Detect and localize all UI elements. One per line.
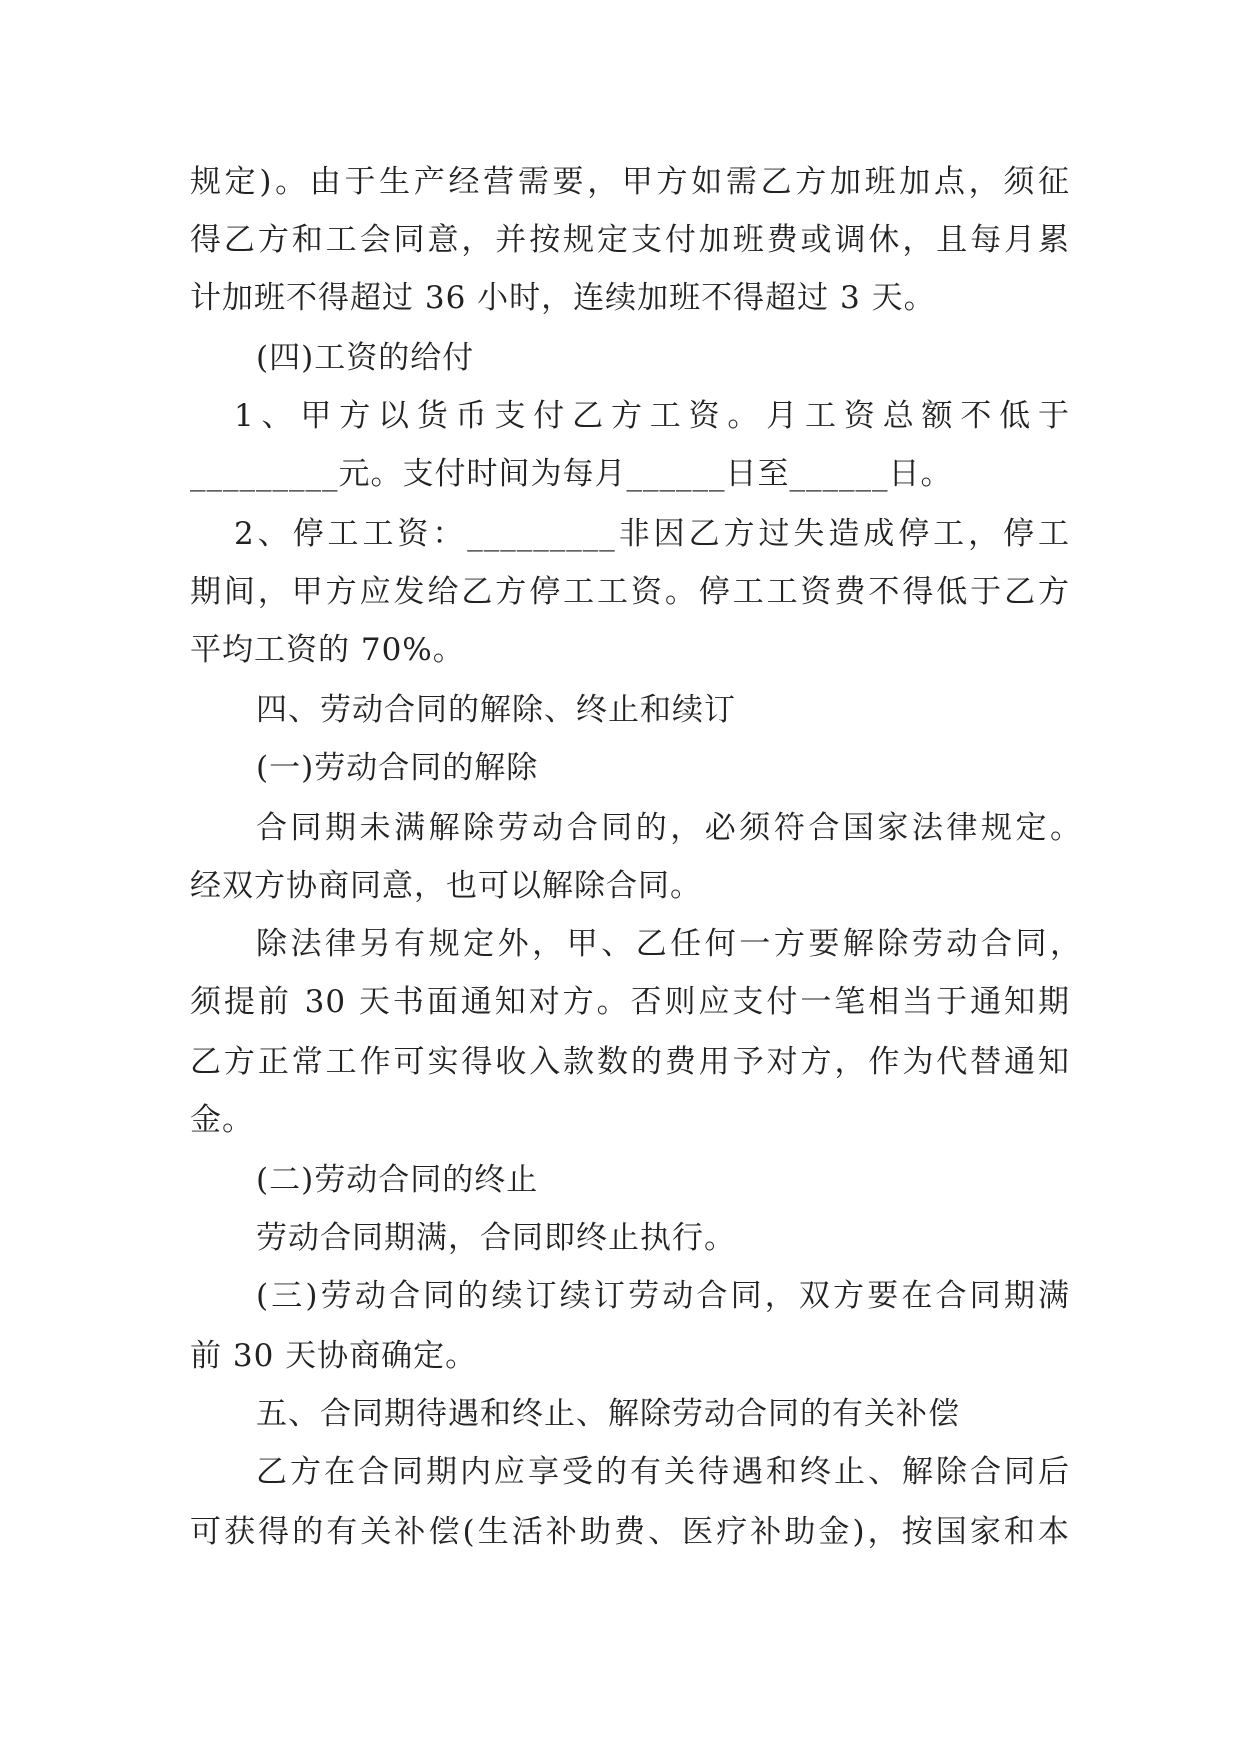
section-heading: 四、劳动合同的解除、终止和续订	[256, 692, 736, 728]
text-line: 金。	[190, 1102, 254, 1138]
section-heading: (一)劳动合同的解除	[256, 750, 539, 786]
text-line: 期间，甲方应发给乙方停工工资。停工工资费不得低于乙方	[190, 574, 1070, 610]
text-line: 规定)。由于生产经营需要，甲方如需乙方加班加点，须征	[190, 164, 1070, 200]
section-heading: (二)劳动合同的终止	[256, 1162, 539, 1198]
text-line: 合同期未满解除劳动合同的，必须符合国家法律规定。	[256, 810, 1082, 846]
text-line: 1、甲方以货币支付乙方工资。月工资总额不低于	[234, 398, 1070, 434]
text-line: 须提前 30 天书面通知对方。否则应支付一笔相当于通知期	[190, 984, 1070, 1020]
text-line: 除法律另有规定外，甲、乙任何一方要解除劳动合同，	[256, 926, 1082, 962]
text-line: 平均工资的 70%。	[190, 632, 465, 668]
text-line: 2、停工工资：_________非因乙方过失造成停工，停工	[234, 516, 1070, 552]
text-line: 计加班不得超过 36 小时，连续加班不得超过 3 天。	[190, 280, 936, 316]
section-heading: 五、合同期待遇和终止、解除劳动合同的有关补偿	[256, 1396, 960, 1432]
section-heading: (四)工资的给付	[256, 340, 475, 376]
text-line: 得乙方和工会同意，并按规定支付加班费或调休，且每月累	[190, 222, 1070, 258]
text-line: (三)劳动合同的续订续订劳动合同，双方要在合同期满	[256, 1278, 1070, 1314]
text-line: 经双方协商同意，也可以解除合同。	[190, 868, 702, 904]
text-line: 前 30 天协商确定。	[190, 1338, 478, 1374]
text-line: 乙方正常工作可实得收入款数的费用予对方，作为代替通知	[190, 1044, 1070, 1080]
text-line: 乙方在合同期内应享受的有关待遇和终止、解除合同后	[256, 1454, 1070, 1490]
text-line: 可获得的有关补偿(生活补助费、医疗补助金)，按国家和本	[190, 1514, 1070, 1550]
text-line: 劳动合同期满，合同即终止执行。	[256, 1220, 736, 1256]
text-line: _________元。支付时间为每月______日至______日。	[190, 456, 953, 492]
